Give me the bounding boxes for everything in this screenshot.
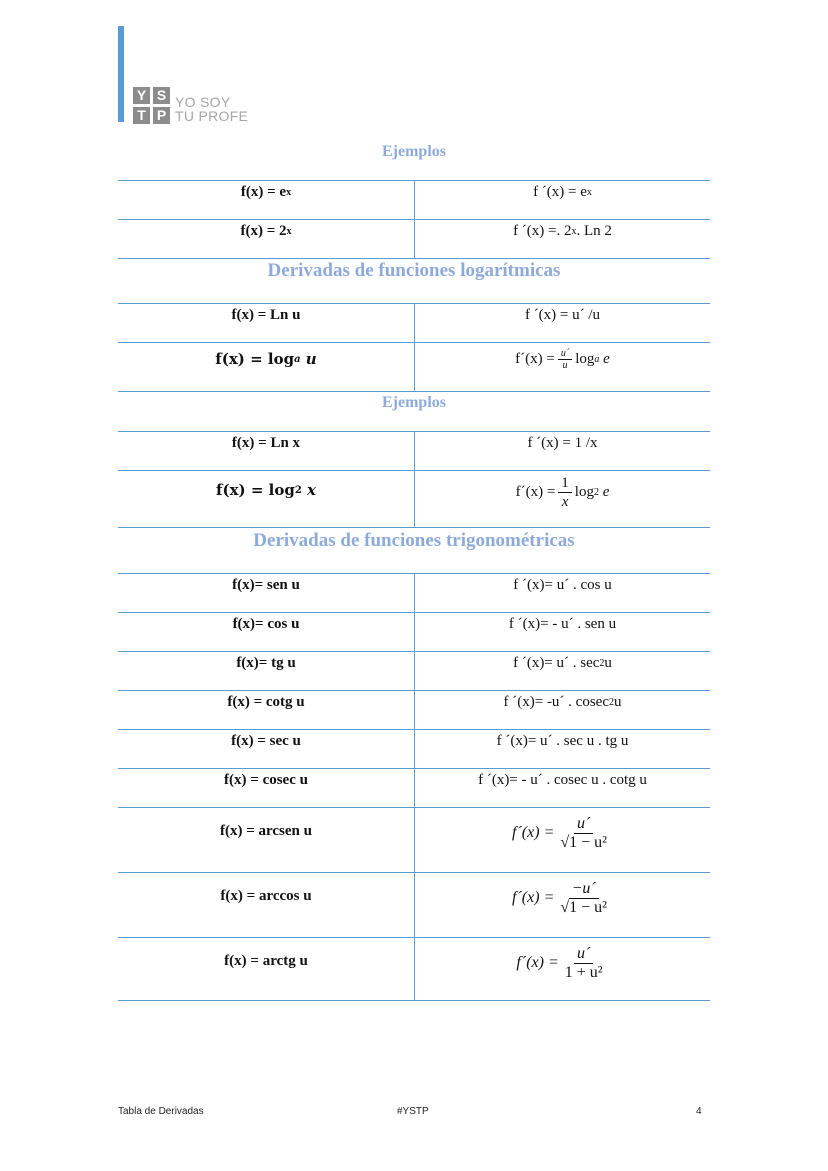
- derivative-cell: f ´(x)= -u´ . cosec 2 u: [503, 693, 622, 710]
- logo-letter-p: P: [153, 107, 170, 124]
- heading-logaritmicas: Derivadas de funciones logarítmicas: [267, 260, 561, 281]
- derivative-cell: f´(x) = $\frac{u´}{u}$ log a e: [515, 347, 610, 371]
- logo-line-2: TU PROFE: [175, 108, 249, 124]
- logo-letter-t: T: [133, 107, 150, 124]
- derivative-cell: f´(x) = $\frac{u´}{\text{1 + u²}}$: [516, 944, 603, 981]
- heading-ejemplos-1: Ejemplos: [382, 143, 446, 160]
- function-cell: f(x) = Ln u: [231, 306, 301, 323]
- function-cell: f(x) = sec u: [231, 732, 301, 749]
- function-cell: f(x) = cosec u: [224, 771, 308, 788]
- derivative-cell: f´(x) = $\frac{u´}{\text{√1 − u²}}$: [512, 814, 607, 851]
- derivative-cell: f ´(x)= u´ . sec 2 u: [513, 654, 612, 671]
- function-cell: f(x) = Ln x: [231, 434, 301, 451]
- heading-trigonometricas: Derivadas de funciones trigonométricas: [253, 530, 575, 551]
- rule: [118, 527, 710, 528]
- footer-center: #YSTP: [397, 1106, 429, 1114]
- function-cell: f(x) = log 2 x: [216, 481, 316, 499]
- function-cell: f(x) = arctg u: [224, 952, 308, 969]
- derivative-cell: f´(x) = $\frac{1}{x}$ log 2 e: [515, 474, 610, 510]
- heading-ejemplos-2: Ejemplos: [382, 394, 446, 411]
- function-cell: f(x) = arccos u: [220, 887, 312, 904]
- logo-letter-s: S: [153, 87, 170, 104]
- derivative-cell: f ´(x)= u´ . sec u . tg u: [496, 732, 629, 749]
- derivative-cell: f ´(x)= - u´ . cosec u . cotg u: [478, 771, 647, 788]
- logo-text: [175, 95, 248, 123]
- function-cell: f(x) = log a u: [215, 350, 317, 368]
- function-cell: f(x)= cos u: [232, 615, 300, 632]
- accent-bar: [118, 26, 124, 122]
- derivative-cell: f ´(x) = 1 /x: [527, 434, 598, 451]
- rule: [118, 258, 710, 259]
- function-cell: f(x)= sen u: [232, 576, 300, 593]
- derivative-cell: f ´(x)= - u´ . sen u: [508, 615, 617, 632]
- rule: [118, 1000, 710, 1001]
- derivative-cell: f ´(x) =. 2 x . Ln 2: [513, 222, 612, 239]
- logo-line-1: YO SOY: [175, 94, 231, 110]
- function-cell: f(x)= tg u: [236, 654, 296, 671]
- logo-letter-y: Y: [133, 87, 150, 104]
- function-cell: f(x) = 2 x: [240, 222, 292, 239]
- derivative-cell: f ´(x) = e x: [533, 183, 592, 200]
- function-cell: f(x) = arcsen u: [219, 822, 312, 839]
- derivative-cell: f ´(x)= u´ . cos u: [513, 576, 612, 593]
- derivative-cell: f´(x) = $\frac{-u´}{\text{√1 − u²}}$: [512, 879, 607, 916]
- footer-left: Tabla de Derivadas: [118, 1106, 204, 1114]
- page-number: 4: [696, 1106, 702, 1114]
- function-cell: f(x) = e x: [240, 183, 292, 200]
- function-cell: f(x) = cotg u: [227, 693, 305, 710]
- derivative-cell: f ´(x) = u´ /u: [524, 306, 601, 323]
- rule: [118, 391, 710, 392]
